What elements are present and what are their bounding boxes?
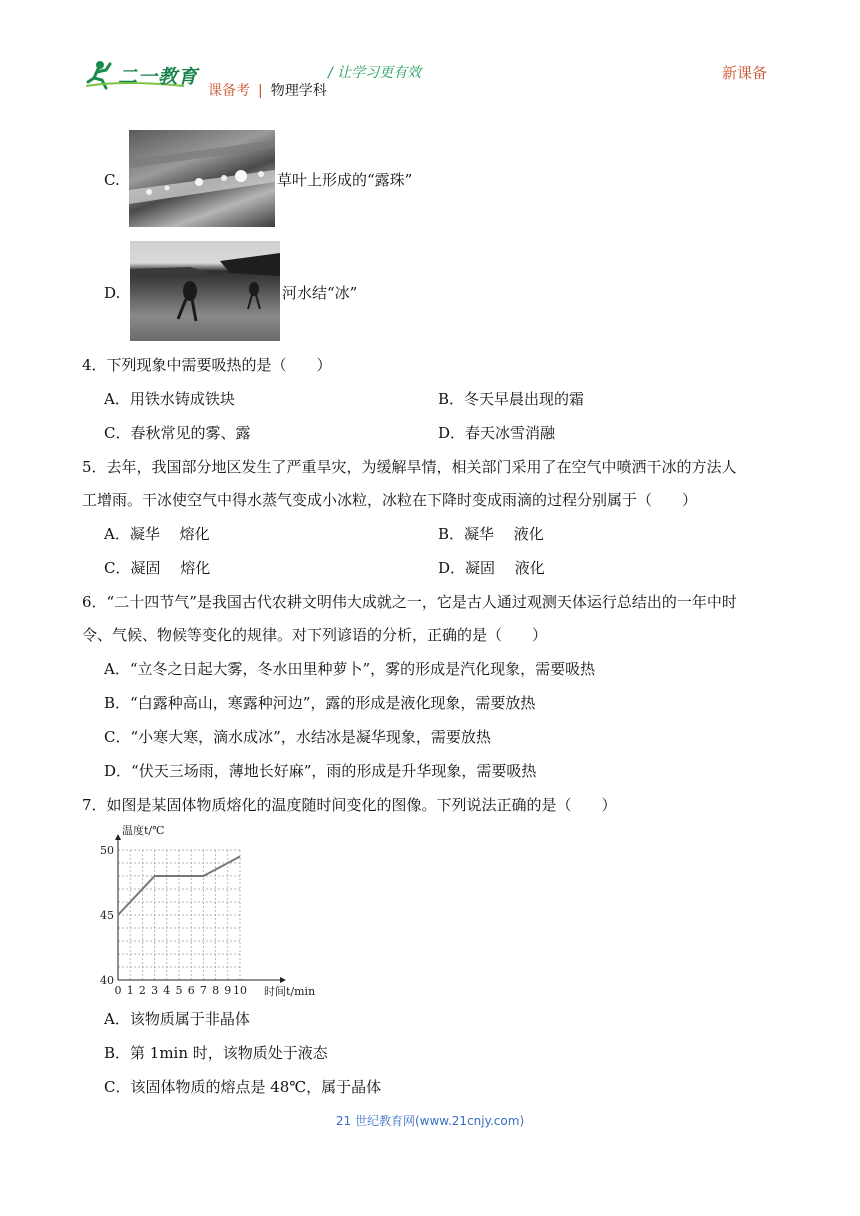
x-axis-arrow (280, 977, 286, 983)
q7-option-b: B．第 1min 时，该物质处于液态 (104, 1044, 328, 1062)
q5-stem-line2: 工增雨。干冰使空气中得水蒸气变成小冰粒，冰粒在下降时变成雨滴的过程分别属于（ ） (82, 491, 698, 509)
y-axis-arrow (115, 834, 121, 840)
y-tick-label: 50 (100, 844, 114, 857)
page-footer: 21 世纪教育网(www.21cnjy.com) (335, 1114, 525, 1128)
option-c-text: 草叶上形成的“露珠” (277, 171, 413, 189)
q4-stem: 4．下列现象中需要吸热的是（ ） (82, 356, 332, 374)
x-tick-label: 7 (199, 984, 207, 997)
option-c-label: C. (104, 171, 120, 189)
x-tick-label: 0 (114, 984, 122, 997)
q5-stem-line1: 5．去年，我国部分地区发生了严重旱灾，为缓解旱情，相关部门采用了在空气中喷洒干冰的方法人 (82, 458, 737, 476)
chart-grid (118, 850, 240, 980)
q4-option-c: C．春秋常见的雾、露 (104, 424, 251, 442)
q5-option-c: C．凝固 熔化 (104, 559, 211, 577)
x-tick-label: 10 (233, 984, 247, 997)
x-tick-label: 2 (138, 984, 146, 997)
melting-curve-chart (96, 822, 326, 1000)
x-tick-label: 1 (126, 984, 134, 997)
x-tick-label: 5 (175, 984, 183, 997)
x-tick-label: 8 (212, 984, 220, 997)
x-tick-label: 3 (151, 984, 159, 997)
x-tick-label: 9 (224, 984, 232, 997)
q4-option-d: D．春天冰雪消融 (438, 424, 556, 442)
q6-option-b: B．“白露种高山，寒露种河边”，露的形成是液化现象，需要放热 (104, 694, 536, 712)
ice-skating-photo (130, 241, 280, 341)
chart-y-label: 温度t/℃ (122, 824, 165, 837)
subject-left: 课备考 (208, 83, 250, 99)
q6-stem-line2: 令、气候、物候等变化的规律。对下列谚语的分析，正确的是（ ） (82, 626, 548, 644)
dew-photo (129, 130, 275, 227)
subject-right: 物理学科 (270, 83, 327, 99)
y-tick-label: 40 (100, 974, 114, 987)
brand-name: 二一教育 (118, 66, 199, 88)
q6-option-c: C．“小寒大寒，滴水成冰”，水结冰是凝华现象，需要放热 (104, 728, 491, 746)
x-tick-label: 6 (187, 984, 195, 997)
option-d-text: 河水结“冰” (282, 284, 358, 302)
x-tick-label: 4 (163, 984, 171, 997)
subject-separator: | (258, 83, 263, 99)
q7-stem: 7．如图是某固体物质熔化的温度随时间变化的图像。下列说法正确的是（ ） (82, 796, 617, 814)
q5-option-d: D．凝固 液化 (438, 559, 545, 577)
header-slogan: / 让学习更有效 (328, 65, 422, 81)
q4-option-a: A．用铁水铸成铁块 (104, 390, 235, 408)
y-tick-label: 45 (100, 909, 114, 922)
q7-option-c: C．该固体物质的熔点是 48℃，属于晶体 (104, 1078, 382, 1096)
chart-axes (115, 834, 286, 983)
option-d-label: D. (104, 284, 121, 302)
q6-option-d: D．“伏天三场雨，薄地长好麻”，雨的形成是升华现象，需要吸热 (104, 762, 537, 780)
q7-option-a: A．该物质属于非晶体 (104, 1010, 250, 1028)
q4-option-b: B．冬天早晨出现的霜 (438, 390, 585, 408)
header-subject (208, 80, 327, 100)
chart-x-label: 时间t/min (264, 985, 316, 998)
header-tag: 新课备 (722, 64, 768, 82)
q5-option-a: A．凝华 熔化 (104, 525, 210, 543)
q6-stem-line1: 6．“二十四节气”是我国古代农耕文明伟大成就之一，它是古人通过观测天体运行总结出的一年中时 (82, 593, 737, 611)
q5-option-b: B．凝华 液化 (438, 525, 544, 543)
q6-option-a: A．“立冬之日起大雾，冬水田里种萝卜”，雾的形成是汽化现象，需要吸热 (104, 660, 596, 678)
chart-tick-labels (100, 844, 247, 997)
